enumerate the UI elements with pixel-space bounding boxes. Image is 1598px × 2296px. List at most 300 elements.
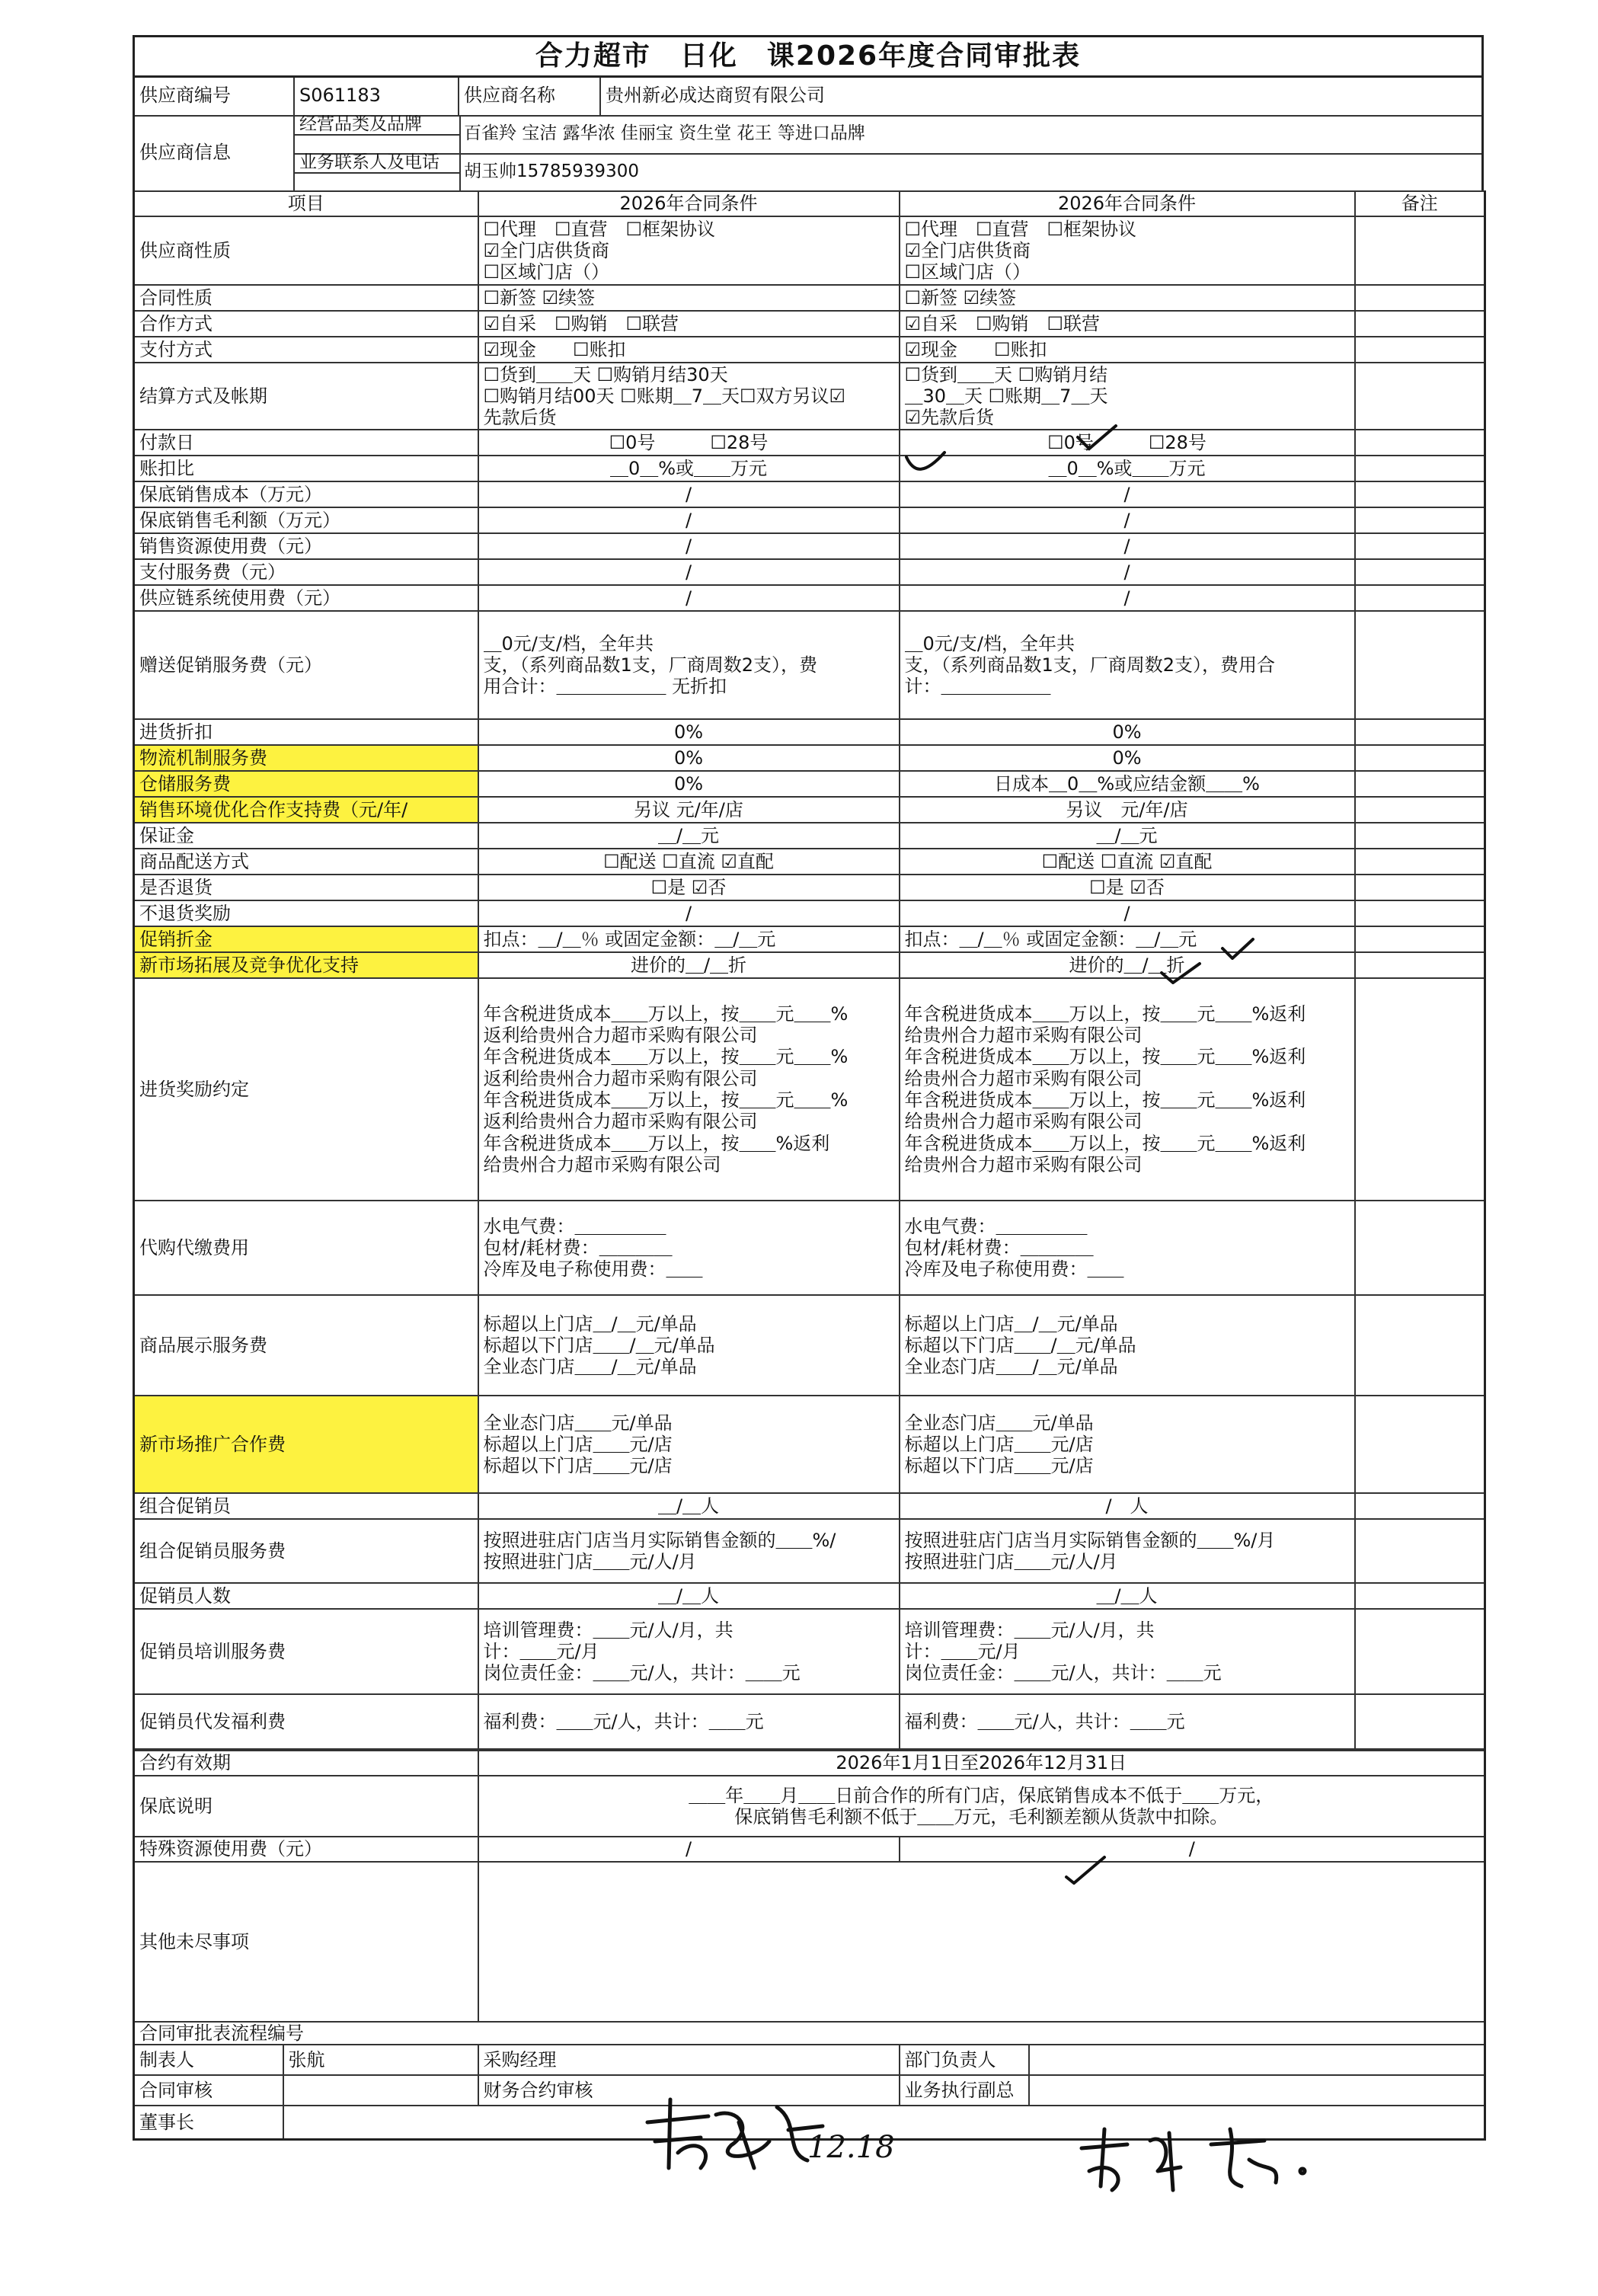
condition-cell-a [478,456,900,481]
table-row [134,507,1485,533]
condition-cell-b [900,430,1355,456]
remark-cell [1355,771,1485,797]
condition-line: 培训管理费：＿＿元/人/月，共 [483,1619,733,1641]
condition-line: ＿/＿人 [657,1584,720,1607]
condition-cell-b [900,456,1355,481]
row-label: 促销员代发福利费 [134,1694,478,1749]
flow-no-label: 合同审批表流程编号 [134,2022,1485,2045]
table-row [134,797,1485,823]
condition-line: 冷库及电子称使用费：＿＿ [904,1258,1124,1281]
special-fee-b: / [900,1837,1485,1862]
condition-line: 全业态门店＿＿元/单品 [904,1412,1094,1434]
condition-line: 全业态门店＿＿元/单品 [483,1412,673,1434]
table-row [134,611,1485,719]
condition-line: / [685,561,692,583]
approval-form [133,35,1484,2141]
condition-cell-b [900,952,1355,978]
condition-cell-b [900,797,1355,823]
supplier-code: S061183 [295,78,459,115]
condition-cell-a [478,1583,900,1609]
table-row [134,1519,1485,1583]
remark-cell [1355,363,1485,430]
condition-line: 返利给贵州合力超市采购有限公司 [483,1067,758,1089]
condition-cell-a [478,978,900,1201]
condition-line: 用合计：＿＿＿＿＿＿ 无折扣 [483,676,727,698]
review-label: 合同审核 [134,2075,283,2106]
condition-line: 标超以下门店＿＿元/店 [483,1455,673,1477]
condition-cell-a [478,311,900,337]
row-label: 商品配送方式 [134,849,478,875]
supplier-info-label: 供应商信息 [135,115,295,190]
condition-cell-a [478,875,900,900]
table-row [134,1396,1485,1493]
condition-cell-b [900,1609,1355,1694]
table-row [134,481,1485,507]
remark-cell [1355,507,1485,533]
table-row [134,1295,1485,1396]
condition-line: ☐区域门店（） [904,261,1031,283]
condition-cell-b [900,875,1355,900]
remark-cell [1355,900,1485,926]
condition-line: 福利费：＿＿元/人，共计：＿＿元 [904,1710,1185,1732]
condition-line: ＿/＿元 [657,824,720,846]
vp-value [1029,2075,1485,2106]
condition-line: ＿/＿元 [1096,824,1158,846]
condition-cell-b [900,611,1355,719]
purchase-manager-label: 采购经理 [478,2045,900,2075]
check-mark-3 [1219,937,1257,960]
table-row [134,456,1485,481]
table-row [134,1609,1485,1694]
table-row [134,216,1485,285]
condition-line: ☑自采 ☐购销 ☐联营 [483,312,679,334]
row-label: 结算方式及帐期 [134,363,478,430]
contact-label-spacer [295,172,459,191]
condition-cell-b [900,900,1355,926]
condition-cell-b [900,823,1355,849]
condition-line: / [1123,902,1130,924]
table-row [134,285,1485,311]
condition-cell-a [478,849,900,875]
table-row [134,823,1485,849]
row-label: 商品展示服务费 [134,1295,478,1396]
document-title: 合力超市 日化 课2026年度合同审批表 [133,35,1484,75]
condition-line: 按照进驻店门店当月实际销售金额的＿＿%/ [483,1529,836,1551]
condition-line: 给贵州合力超市采购有限公司 [483,1153,721,1175]
remark-cell [1355,1694,1485,1749]
category-label-spacer [295,134,459,155]
condition-line: 0% [1112,747,1142,769]
condition-cell-b [900,849,1355,875]
row-label: 销售资源使用费（元） [134,533,478,559]
supplier-info-block [135,115,1481,190]
condition-cell-a [478,363,900,430]
condition-line: ☐0号 ☐28号 [609,431,769,453]
condition-line: ＿0＿%或＿＿万元 [1048,457,1206,479]
row-label: 销售环境优化合作支持费（元/年/ [134,797,478,823]
condition-cell-b [900,1694,1355,1749]
condition-line: / [685,483,692,505]
table-row [134,1583,1485,1609]
condition-line: 0% [673,747,704,769]
condition-cell-a [478,285,900,311]
condition-line: 0% [673,772,704,795]
condition-line: 日成本＿0＿%或应结金额＿＿% [994,772,1260,795]
table-row [134,311,1485,337]
condition-line: 支，（系列商品数1支，厂商周数2支），费 [483,654,818,676]
remark-cell [1355,611,1485,719]
condition-cell-b [900,1583,1355,1609]
row-label: 合同性质 [134,285,478,311]
row-label: 支付方式 [134,337,478,363]
table-row [134,952,1485,978]
condition-line: 年含税进货成本＿＿万以上，按＿＿元＿＿% [483,1046,849,1068]
condition-cell-b [900,1295,1355,1396]
remark-cell [1355,285,1485,311]
condition-cell-b [900,1396,1355,1493]
condition-line: 标超以上门店＿＿元/店 [483,1433,673,1455]
condition-line: ☐配送 ☐直流 ☑直配 [1041,850,1213,872]
supplier-code-label: 供应商编号 [135,78,295,115]
condition-line: / [1123,483,1130,505]
condition-line: / [685,587,692,609]
condition-cell-a [478,507,900,533]
row-label: 进货奖励约定 [134,978,478,1201]
condition-line: ☐购销月结00天 ☐账期＿7＿天☐双方另议☑ [483,385,845,407]
supplier-code-row [135,78,1481,117]
condition-line: 福利费：＿＿元/人，共计：＿＿元 [483,1710,764,1732]
condition-line: 按照进驻店门店当月实际销售金额的＿＿%/月 [904,1529,1276,1551]
row-label: 合作方式 [134,311,478,337]
table-row [134,559,1485,585]
condition-line: ☑现金 ☐账扣 [483,338,626,360]
condition-line: 按照进驻门店＿＿元/人/月 [904,1551,1118,1572]
table-row [134,533,1485,559]
condition-line: ☑现金 ☐账扣 [904,338,1047,360]
condition-cell-b [900,1493,1355,1519]
validity-label: 合约有效期 [134,1751,478,1776]
condition-cell-a [478,337,900,363]
row-label: 促销员人数 [134,1583,478,1609]
row-label: 仓储服务费 [134,771,478,797]
condition-line: 返利给贵州合力超市采购有限公司 [483,1025,758,1047]
supplier-name-label: 供应商名称 [459,78,601,115]
finance-label: 财务合约审核 [478,2075,900,2106]
condition-line: ＿/＿人 [657,1495,720,1517]
condition-cell-b [900,285,1355,311]
table-row [134,926,1485,952]
remark-cell [1355,1493,1485,1519]
check-mark-2 [903,449,948,477]
condition-cell-a [478,533,900,559]
condition-line: 标超以上门店＿/＿元/单品 [483,1313,697,1335]
condition-cell-a [478,481,900,507]
col-header-item: 项目 [134,191,478,216]
guarantee-line-2: 保底销售毛利额不低于＿＿万元，毛利额差额从货款中扣除。 [734,1806,1229,1828]
row-label: 赠送促销服务费（元） [134,611,478,719]
condition-cell-a [478,1295,900,1396]
condition-line: 年含税进货成本＿＿万以上，按＿＿元＿＿%返利 [904,1046,1306,1068]
condition-line: 年含税进货成本＿＿万以上，按＿＿元＿＿%返利 [904,1132,1306,1154]
remark-cell [1355,533,1485,559]
remark-cell [1355,430,1485,456]
condition-cell-b [900,311,1355,337]
condition-line: ＿0＿%或＿＿万元 [609,457,768,479]
check-mark-1 [1074,422,1120,452]
condition-line: 水电气费：＿＿＿＿＿ [483,1215,666,1237]
row-label: 代购代缴费用 [134,1201,478,1295]
row-label: 进货折扣 [134,719,478,745]
condition-line: ☐是 ☑否 [1089,876,1165,898]
remark-cell [1355,1583,1485,1609]
col-header-a: 2026年合同条件 [478,191,900,216]
remark-cell [1355,1295,1485,1396]
remark-cell [1355,456,1485,481]
condition-cell-a [478,926,900,952]
condition-cell-a [478,823,900,849]
contact-label: 业务联系人及电话 [295,153,459,174]
flow-no-row [134,2022,1485,2045]
preparer-value: 张航 [283,2045,478,2075]
review-value [283,2075,478,2106]
condition-line: 包材/耗材费：＿＿＿＿ [904,1236,1094,1258]
condition-line: 全业态门店＿＿/＿元/单品 [483,1356,697,1378]
condition-line: ☐是 ☑否 [650,876,727,898]
validity-value: 2026年1月1日至2026年12月31日 [478,1751,1485,1776]
condition-line: ☑先款后货 [904,407,995,429]
condition-cell-a [478,797,900,823]
remark-cell [1355,311,1485,337]
remark-cell [1355,1201,1485,1295]
condition-cell-a [478,1201,900,1295]
condition-line: 岗位责任金：＿＿元/人，共计：＿＿元 [483,1662,801,1684]
condition-line: 包材/耗材费：＿＿＿＿ [483,1236,673,1258]
condition-line: 标超以上门店＿/＿元/单品 [904,1313,1118,1335]
condition-cell-a [478,585,900,611]
table-row [134,337,1485,363]
contract-table [133,190,1486,1750]
condition-cell-a [478,611,900,719]
condition-cell-b [900,216,1355,285]
guarantee-line-1: ＿＿年＿＿月＿＿日前合作的所有门店，保底销售成本不低于＿＿万元， [689,1784,1274,1806]
vp-label: 业务执行副总 [900,2075,1029,2106]
table-row [134,1694,1485,1749]
condition-cell-b [900,363,1355,430]
table-row [134,1201,1485,1295]
remark-cell [1355,1519,1485,1583]
remark-cell [1355,875,1485,900]
condition-line: 给贵州合力超市采购有限公司 [904,1067,1143,1089]
table-row [134,719,1485,745]
guarantee-row [134,1776,1485,1837]
condition-cell-a [478,719,900,745]
row-label: 新市场推广合作费 [134,1396,478,1493]
row-label: 物流机制服务费 [134,745,478,771]
row-label: 不退货奖励 [134,900,478,926]
condition-cell-b [900,533,1355,559]
condition-line: ☐配送 ☐直流 ☑直配 [603,850,774,872]
condition-cell-b [900,926,1355,952]
condition-line: ＿30＿天 ☐账期＿7＿天 [904,385,1108,407]
condition-line: ☐代理 ☐直营 ☐框架协议 [483,218,716,240]
remark-cell [1355,337,1485,363]
condition-line: 计：＿＿＿＿＿＿ [904,676,1051,698]
condition-cell-b [900,745,1355,771]
dept-head-sign-cell [1029,2045,1485,2075]
condition-line: 标超以上门店＿＿元/店 [904,1433,1094,1455]
remark-cell [1355,926,1485,952]
col-header-b: 2026年合同条件 [900,191,1355,216]
table-row [134,875,1485,900]
condition-cell-a [478,1609,900,1694]
sign-date: 12.18 [807,2130,895,2165]
remark-cell [1355,952,1485,978]
table-row [134,1493,1485,1519]
row-label: 保底销售成本（万元） [134,481,478,507]
condition-line: ☐货到＿＿天 ☐购销月结30天 [483,363,728,385]
condition-line: / [1123,587,1130,609]
condition-line: 水电气费：＿＿＿＿＿ [904,1215,1088,1237]
chairman-label: 董事长 [134,2106,283,2139]
row-label: 保证金 [134,823,478,849]
condition-cell-b [900,585,1355,611]
category-label: 经营品类及品牌 [295,115,459,136]
condition-line: 标超以下门店＿＿/＿元/单品 [904,1334,1136,1356]
condition-line: 给贵州合力超市采购有限公司 [904,1025,1143,1047]
purchase-manager-signature [625,2077,899,2183]
table-row [134,849,1485,875]
condition-line: 扣点：＿/＿％ 或固定金额：＿/＿元 [904,928,1197,950]
condition-line: ＿0元/支/档，全年共 [904,632,1075,654]
condition-line: 全业态门店＿＿/＿元/单品 [904,1356,1118,1378]
condition-cell-b [900,1201,1355,1295]
row-label: 促销员培训服务费 [134,1609,478,1694]
condition-line: 岗位责任金：＿＿元/人，共计：＿＿元 [904,1662,1222,1684]
supplier-name: 贵州新必成达商贸有限公司 [606,85,825,106]
remark-cell [1355,559,1485,585]
table-row [134,771,1485,797]
preparer-label: 制表人 [134,2045,283,2075]
row-label: 账扣比 [134,456,478,481]
table-row [134,585,1485,611]
condition-line: 0% [1112,721,1142,743]
condition-cell-a [478,1493,900,1519]
row-label: 新市场拓展及竞争优化支持 [134,952,478,978]
condition-cell-b [900,771,1355,797]
condition-line: / [1123,509,1130,531]
check-mark-4 [1158,961,1203,984]
condition-line: 给贵州合力超市采购有限公司 [904,1153,1143,1175]
row-label: 供应商性质 [134,216,478,285]
table-row [134,430,1485,456]
condition-line: / [685,535,692,557]
remark-cell [1355,585,1485,611]
condition-line: 另议 元/年/店 [1066,798,1188,820]
other-value [478,1862,1485,2022]
category-value: 百雀羚 宝洁 露华浓 佳丽宝 资生堂 花王 等进口品牌 [459,115,1481,155]
condition-line: 年含税进货成本＿＿万以上，按＿＿%返利 [483,1132,830,1154]
condition-cell-b [900,337,1355,363]
row-label: 是否退货 [134,875,478,900]
special-fee-a: / [478,1837,900,1862]
condition-line: 培训管理费：＿＿元/人/月，共 [904,1619,1155,1641]
condition-cell-a [478,216,900,285]
other-row [134,1862,1485,2022]
dept-head-label: 部门负责人 [900,2045,1029,2075]
condition-line: 进价的＿/＿折 [1069,954,1185,976]
row-label: 促销折金 [134,926,478,952]
condition-line: 冷库及电子称使用费：＿＿ [483,1258,703,1281]
special-fee-label: 特殊资源使用费（元） [134,1837,478,1862]
condition-cell-a [478,430,900,456]
supplier-header [133,75,1484,190]
col-header-remark: 备注 [1355,191,1485,216]
condition-line: ☑自采 ☐购销 ☐联营 [904,312,1101,334]
condition-line: ☐代理 ☐直营 ☐框架协议 [904,218,1137,240]
condition-line: / [685,509,692,531]
row-label: 付款日 [134,430,478,456]
condition-line: ☐新签 ☑续签 [483,286,596,309]
condition-line: 年含税进货成本＿＿万以上，按＿＿元＿＿%返利 [904,1003,1306,1025]
condition-cell-b [900,1519,1355,1583]
condition-line: ＿/＿人 [1096,1584,1158,1607]
remark-cell [1355,745,1485,771]
remark-cell [1355,978,1485,1201]
row-label: 保底销售毛利额（万元） [134,507,478,533]
condition-line: ☐货到＿＿天 ☐购销月结 [904,363,1108,385]
condition-line: 年含税进货成本＿＿万以上，按＿＿元＿＿% [483,1089,849,1111]
validity-row [134,1751,1485,1776]
condition-line: 计：＿＿元/月 [904,1640,1021,1662]
condition-cell-a [478,900,900,926]
condition-line: 扣点：＿/＿％ 或固定金额：＿/＿元 [483,928,776,950]
condition-line: / [1123,561,1130,583]
condition-line: 年含税进货成本＿＿万以上，按＿＿元＿＿% [483,1003,849,1025]
table-row [134,745,1485,771]
condition-line: / [685,902,692,924]
condition-line: ☐区域门店（） [483,261,610,283]
condition-cell-a [478,771,900,797]
condition-line: ☑全门店供货商 [904,239,1031,261]
remark-cell [1355,1396,1485,1493]
condition-line: 给贵州合力超市采购有限公司 [904,1111,1143,1133]
condition-line: ☑全门店供货商 [483,239,610,261]
condition-cell-b [900,481,1355,507]
condition-line: 支，（系列商品数1支，厂商周数2支），费用合 [904,654,1276,676]
condition-line: 计：＿＿元/月 [483,1640,599,1662]
condition-cell-a [478,1519,900,1583]
condition-cell-b [900,978,1355,1201]
condition-line: ☐新签 ☑续签 [904,286,1017,309]
special-fee-row [134,1837,1485,1862]
check-mark-5 [1063,1854,1108,1885]
table-row [134,978,1485,1201]
condition-line: 按照进驻门店＿＿元/人/月 [483,1551,697,1572]
row-label: 供应链系统使用费（元） [134,585,478,611]
condition-line: 另议 元/年/店 [634,798,743,820]
row-label: 支付服务费（元） [134,559,478,585]
condition-line: 年含税进货成本＿＿万以上，按＿＿元＿＿%返利 [904,1089,1306,1111]
condition-line: 标超以下门店＿＿/＿元/单品 [483,1334,715,1356]
remark-cell [1355,719,1485,745]
row-label: 组合促销员服务费 [134,1519,478,1583]
preparer-row [134,2045,1485,2075]
condition-line: 0% [673,721,704,743]
remark-cell [1355,797,1485,823]
remark-cell [1355,481,1485,507]
condition-line: / [1123,535,1130,557]
remark-cell [1355,849,1485,875]
